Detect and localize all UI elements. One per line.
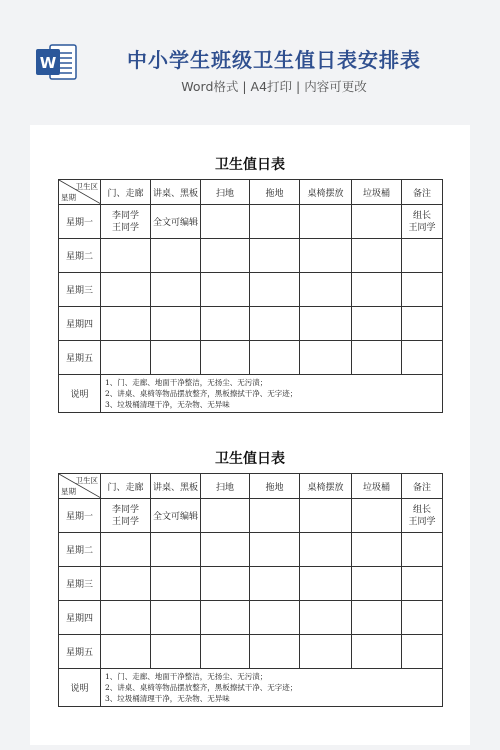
table-cell[interactable]: 全文可编辑	[151, 205, 201, 239]
table-cell[interactable]	[101, 601, 151, 635]
table-cell[interactable]	[300, 341, 352, 375]
corner-label-weekday: 星期	[61, 487, 76, 496]
table-cell[interactable]	[402, 307, 443, 341]
table-cell[interactable]	[300, 205, 352, 239]
table-cell[interactable]	[151, 239, 201, 273]
note-line: 3、垃圾桶清理干净，无杂物、无异味	[105, 400, 230, 409]
note-line: 1、门、走廊、地面干净整洁，无扬尘、无污渍；	[105, 378, 268, 387]
table-row	[59, 205, 443, 239]
table-cell[interactable]	[300, 533, 352, 567]
table-cell[interactable]	[352, 533, 402, 567]
table-cell[interactable]	[300, 635, 352, 669]
table-cell[interactable]	[101, 635, 151, 669]
table-cell[interactable]	[352, 239, 402, 273]
table-cell[interactable]	[402, 239, 443, 273]
sheet-title: 卫生值日表	[215, 451, 285, 467]
day-label: 星期四	[59, 307, 101, 341]
column-header: 拖地	[250, 474, 300, 499]
table-row	[59, 239, 443, 273]
table-cell[interactable]	[300, 239, 352, 273]
table-cell[interactable]	[201, 239, 250, 273]
table-cell[interactable]	[151, 567, 201, 601]
notes-label: 说明	[59, 669, 101, 707]
table-cell[interactable]	[250, 533, 300, 567]
table-header-row	[59, 180, 443, 205]
column-header: 门、走廊	[101, 180, 151, 205]
page-subtitle: Word格式 | A4打印 | 内容可更改	[181, 79, 367, 94]
table-cell[interactable]	[101, 239, 151, 273]
table-cell[interactable]	[250, 205, 300, 239]
table-cell[interactable]	[250, 307, 300, 341]
cell-text: 王同学	[111, 222, 139, 233]
column-header: 桌椅摆放	[300, 474, 352, 499]
column-header: 桌椅摆放	[300, 180, 352, 205]
table-cell[interactable]	[250, 341, 300, 375]
table-cell[interactable]	[402, 205, 443, 239]
notes-row	[59, 669, 443, 707]
table-row	[59, 533, 443, 567]
table-cell[interactable]	[151, 635, 201, 669]
duty-table	[58, 473, 443, 707]
note-line: 2、讲桌、桌椅等物品摆放整齐，黑板擦拭干净、无字迹；	[105, 389, 298, 398]
table-cell[interactable]	[402, 567, 443, 601]
duty-sheet-2	[58, 445, 442, 707]
notes-row	[59, 375, 443, 413]
cell-text: 李同学	[111, 504, 139, 515]
table-cell[interactable]	[201, 533, 250, 567]
table-cell[interactable]	[201, 601, 250, 635]
note-line: 3、垃圾桶清理干净，无杂物、无异味	[105, 694, 230, 703]
table-cell[interactable]	[101, 205, 151, 239]
table-cell[interactable]	[250, 567, 300, 601]
column-header: 备注	[402, 180, 443, 205]
table-row	[59, 273, 443, 307]
day-label: 星期五	[59, 635, 101, 669]
table-cell[interactable]	[201, 499, 250, 533]
column-header: 拖地	[250, 180, 300, 205]
day-label: 星期五	[59, 341, 101, 375]
table-cell[interactable]	[300, 273, 352, 307]
table-cell[interactable]	[101, 499, 151, 533]
table-cell[interactable]	[352, 567, 402, 601]
table-cell[interactable]	[201, 635, 250, 669]
column-header: 讲桌、黑板	[151, 180, 201, 205]
table-cell[interactable]	[101, 273, 151, 307]
table-cell[interactable]	[151, 273, 201, 307]
table-cell[interactable]	[201, 307, 250, 341]
table-cell[interactable]	[151, 533, 201, 567]
document-page	[30, 125, 470, 745]
table-cell[interactable]	[151, 307, 201, 341]
table-cell[interactable]	[352, 307, 402, 341]
duty-table	[58, 179, 443, 413]
table-cell[interactable]	[300, 567, 352, 601]
table-cell[interactable]	[250, 601, 300, 635]
table-header-row	[59, 474, 443, 499]
table-row	[59, 635, 443, 669]
day-label: 星期一	[59, 499, 101, 533]
word-icon	[36, 43, 78, 81]
table-cell[interactable]	[402, 341, 443, 375]
table-cell[interactable]	[352, 635, 402, 669]
column-header: 扫地	[201, 474, 250, 499]
cell-text: 李同学	[111, 210, 139, 221]
column-header: 垃圾桶	[352, 180, 402, 205]
header	[0, 0, 500, 120]
table-cell[interactable]	[250, 499, 300, 533]
table-cell[interactable]	[352, 273, 402, 307]
table-cell[interactable]	[352, 205, 402, 239]
table-cell[interactable]	[151, 341, 201, 375]
corner-label-area: 卫生区	[75, 182, 98, 191]
table-cell[interactable]: 全文可编辑	[151, 499, 201, 533]
duty-sheet-1	[58, 151, 442, 413]
table-row	[59, 601, 443, 635]
corner-cell	[59, 474, 101, 499]
table-cell[interactable]	[352, 499, 402, 533]
table-row	[59, 567, 443, 601]
corner-label-weekday: 星期	[61, 193, 76, 202]
table-row	[59, 307, 443, 341]
note-line: 1、门、走廊、地面干净整洁，无扬尘、无污渍；	[105, 672, 268, 681]
day-label: 星期三	[59, 567, 101, 601]
day-label: 星期三	[59, 273, 101, 307]
column-header: 备注	[402, 474, 443, 499]
notes-cell[interactable]	[101, 375, 443, 413]
page-title: 中小学生班级卫生值日表安排表	[127, 48, 421, 72]
table-cell[interactable]	[201, 341, 250, 375]
column-header: 讲桌、黑板	[151, 474, 201, 499]
table-cell[interactable]	[151, 601, 201, 635]
table-cell[interactable]	[300, 307, 352, 341]
column-header: 扫地	[201, 180, 250, 205]
corner-cell	[59, 180, 101, 205]
day-label: 星期一	[59, 205, 101, 239]
column-header: 垃圾桶	[352, 474, 402, 499]
table-row	[59, 499, 443, 533]
table-cell[interactable]	[402, 273, 443, 307]
table-cell[interactable]	[250, 239, 300, 273]
svg-text:W: W	[39, 54, 57, 72]
table-cell[interactable]	[201, 273, 250, 307]
table-cell[interactable]	[201, 205, 250, 239]
cell-text: 王同学	[408, 516, 436, 527]
notes-label: 说明	[59, 375, 101, 413]
cell-text: 组长	[412, 210, 431, 221]
day-label: 星期二	[59, 533, 101, 567]
table-cell[interactable]	[300, 499, 352, 533]
table-cell[interactable]	[201, 567, 250, 601]
table-cell[interactable]	[101, 533, 151, 567]
table-cell[interactable]	[101, 567, 151, 601]
corner-label-area: 卫生区	[75, 476, 98, 485]
table-cell[interactable]	[402, 499, 443, 533]
table-cell[interactable]	[250, 635, 300, 669]
cell-text: 王同学	[408, 222, 436, 233]
table-cell[interactable]	[402, 533, 443, 567]
cell-text: 王同学	[111, 516, 139, 527]
table-cell[interactable]	[402, 635, 443, 669]
table-cell[interactable]	[402, 601, 443, 635]
column-header: 门、走廊	[101, 474, 151, 499]
day-label: 星期四	[59, 601, 101, 635]
notes-cell[interactable]	[101, 669, 443, 707]
table-cell[interactable]	[250, 273, 300, 307]
table-row	[59, 341, 443, 375]
note-line: 2、讲桌、桌椅等物品摆放整齐，黑板擦拭干净、无字迹；	[105, 683, 298, 692]
cell-text: 组长	[412, 504, 431, 515]
table-cell[interactable]	[101, 341, 151, 375]
table-cell[interactable]	[101, 307, 151, 341]
table-cell[interactable]	[352, 601, 402, 635]
table-cell[interactable]	[300, 601, 352, 635]
day-label: 星期二	[59, 239, 101, 273]
sheet-title: 卫生值日表	[215, 157, 285, 173]
table-cell[interactable]	[352, 341, 402, 375]
